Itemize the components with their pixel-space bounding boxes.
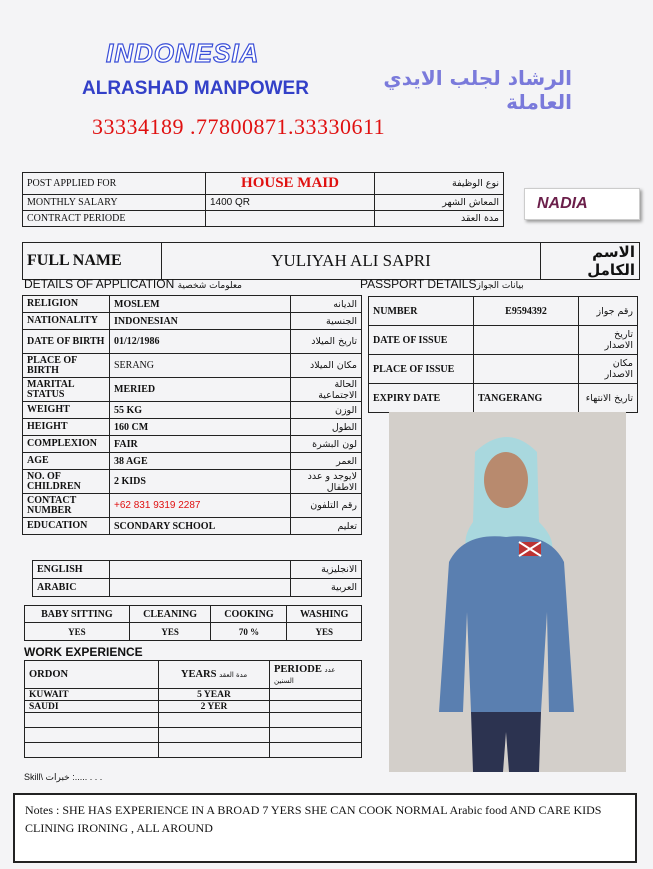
passport-value: E9594392: [474, 297, 579, 326]
skill-value: YES: [25, 623, 130, 641]
details-table: [22, 295, 362, 535]
skill-value: YES: [287, 623, 362, 641]
work-col-periode-ar: عدد السنين: [274, 665, 336, 685]
detail-ar: رقم التلفون: [291, 494, 362, 518]
detail-label: NATIONALITY: [23, 313, 110, 330]
skill-header: BABY SITTING: [25, 606, 130, 623]
detail-ar: الديانه: [291, 296, 362, 313]
contract-label: CONTRACT PERIODE: [23, 211, 206, 227]
passport-ar: تاريخ الاصدار: [579, 326, 638, 355]
work-row: [25, 728, 362, 743]
agency-name-ar: الرشاد لجلب الايدي العاملة: [383, 66, 572, 114]
detail-label: WEIGHT: [23, 402, 110, 419]
work-country: KUWAIT: [25, 689, 159, 701]
passport-heading-en: PASSPORT DETAILS: [360, 277, 477, 291]
passport-row: [369, 326, 638, 355]
passport-ar: تاريخ الانتهاء: [579, 384, 638, 413]
post-value: HOUSE MAID: [206, 173, 375, 195]
detail-ar: تعليم: [291, 518, 362, 535]
detail-value: FAIR: [110, 436, 291, 453]
skill-line: [24, 772, 102, 783]
work-table: [24, 660, 362, 758]
work-col-years-ar: مدة العقد: [219, 671, 248, 679]
skill-line-dots: . . .: [89, 772, 103, 782]
phone-numbers: 33334189 .77800871.33330611: [92, 114, 386, 139]
post-label: POST APPLIED FOR: [23, 173, 206, 195]
detail-value: +62 831 9319 2287: [110, 494, 291, 518]
fullname-value: YULIYAH ALI SAPRI: [162, 243, 541, 280]
detail-value: 01/12/1986: [110, 330, 291, 354]
work-heading: WORK EXPERIENCE: [24, 645, 143, 659]
detail-row: [23, 313, 362, 330]
detail-ar: الطول: [291, 419, 362, 436]
work-row: [25, 713, 362, 728]
detail-value: 160 CM: [110, 419, 291, 436]
contract-ar: مدة العقد: [375, 211, 504, 227]
detail-label: COMPLEXION: [23, 436, 110, 453]
work-row: [25, 701, 362, 713]
language-label: ARABIC: [33, 579, 110, 597]
detail-value: SCONDARY SCHOOL: [110, 518, 291, 535]
detail-label: PLACE OF BIRTH: [23, 354, 110, 378]
agency-name-en: ALRASHAD MANPOWER: [82, 78, 309, 99]
salary-ar: المعاش الشهر: [375, 195, 504, 211]
detail-value: 38 AGE: [110, 453, 291, 470]
skill-header: WASHING: [287, 606, 362, 623]
detail-label: DATE OF BIRTH: [23, 330, 110, 354]
passport-label: NUMBER: [369, 297, 474, 326]
detail-value: SERANG: [110, 354, 291, 378]
skills-table: [24, 605, 362, 641]
notes-box: [13, 793, 637, 863]
language-row: [33, 579, 362, 597]
language-value: [110, 579, 291, 597]
detail-row: [23, 494, 362, 518]
work-years: 2 YER: [159, 701, 270, 713]
detail-label: AGE: [23, 453, 110, 470]
skill-line-ar: خبرات: [45, 773, 70, 783]
detail-ar: الوزن: [291, 402, 362, 419]
language-row: [33, 561, 362, 579]
passport-ar: مكان الاصدار: [579, 355, 638, 384]
language-label: ENGLISH: [33, 561, 110, 579]
passport-row: [369, 297, 638, 326]
detail-ar: لون البشرة: [291, 436, 362, 453]
passport-label: DATE OF ISSUE: [369, 326, 474, 355]
passport-row: [369, 355, 638, 384]
work-country: [25, 728, 159, 743]
detail-value: MERIED: [110, 378, 291, 402]
detail-row: [23, 296, 362, 313]
detail-row: [23, 354, 362, 378]
passport-table: [368, 296, 638, 413]
passport-heading: [360, 277, 524, 291]
detail-ar: تاريخ الميلاد: [291, 330, 362, 354]
passport-label: EXPIRY DATE: [369, 384, 474, 413]
agent-name-box: [524, 188, 640, 220]
language-value: [110, 561, 291, 579]
skill-header: COOKING: [211, 606, 287, 623]
detail-value: 2 KIDS: [110, 470, 291, 494]
contract-value: [206, 211, 375, 227]
work-country: SAUDI: [25, 701, 159, 713]
detail-ar: الجنسية: [291, 313, 362, 330]
applicant-photo-figure: [389, 412, 626, 772]
detail-label: NO. OF CHILDREN: [23, 470, 110, 494]
passport-value: TANGERANG: [474, 384, 579, 413]
passport-value: [474, 326, 579, 355]
detail-label: EDUCATION: [23, 518, 110, 535]
detail-row: [23, 436, 362, 453]
work-country: [25, 743, 159, 758]
language-ar: الانجليزية: [291, 561, 362, 579]
detail-ar: مكان الميلاد: [291, 354, 362, 378]
fullname-ar: الاسم الكامل: [541, 243, 640, 280]
detail-label: HEIGHT: [23, 419, 110, 436]
detail-ar: العمر: [291, 453, 362, 470]
work-col-periode: [270, 661, 362, 689]
skill-line-value: :.....: [72, 772, 88, 782]
notes-text: SHE HAS EXPERIENCE IN A BROAD 7 YERS SHE CAN COOK NORMAL Arabic food AND CARE KIDS CLINING IRONING , ALL AROUND: [25, 803, 602, 835]
detail-value: INDONESIAN: [110, 313, 291, 330]
work-periode: [270, 743, 362, 758]
detail-row: [23, 518, 362, 535]
work-col-years-en: YEARS: [180, 669, 217, 680]
detail-row: [23, 453, 362, 470]
skill-value: YES: [129, 623, 211, 641]
work-col-years: [159, 661, 270, 689]
work-periode: [270, 713, 362, 728]
work-col-periode-en: PERIODE: [274, 663, 322, 675]
details-heading: [24, 277, 242, 291]
notes-label: Notes :: [25, 803, 60, 817]
detail-row: [23, 470, 362, 494]
work-years: [159, 713, 270, 728]
work-periode: [270, 689, 362, 701]
detail-ar: الحالة الاجتماعية: [291, 378, 362, 402]
details-heading-ar: معلومات شخصية: [177, 281, 242, 291]
work-years: [159, 728, 270, 743]
salary-label: MONTHLY SALARY: [23, 195, 206, 211]
language-ar: العربية: [291, 579, 362, 597]
applicant-photo: [389, 412, 626, 772]
detail-row: [23, 330, 362, 354]
skill-header: CLEANING: [129, 606, 211, 623]
detail-value: MOSLEM: [110, 296, 291, 313]
detail-label: CONTACT NUMBER: [23, 494, 110, 518]
fullname-table: [22, 242, 640, 280]
detail-row: [23, 378, 362, 402]
detail-ar: لايوجد و عدد الاطفال: [291, 470, 362, 494]
salary-value: 1400 QR: [206, 195, 375, 211]
work-col-ordon: ORDON: [25, 661, 159, 689]
work-row: [25, 743, 362, 758]
passport-row: [369, 384, 638, 413]
work-row: [25, 689, 362, 701]
work-periode: [270, 701, 362, 713]
passport-label: PLACE OF ISSUE: [369, 355, 474, 384]
passport-value: [474, 355, 579, 384]
languages-table: [32, 560, 362, 597]
post-ar: نوع الوظيفة: [375, 173, 504, 195]
work-years: [159, 743, 270, 758]
country-title: INDONESIA: [106, 38, 260, 68]
detail-value: 55 KG: [110, 402, 291, 419]
passport-ar: رقم جواز: [579, 297, 638, 326]
skill-line-label: Skill\: [24, 772, 44, 782]
details-heading-en: DETAILS OF APPLICATION: [24, 277, 175, 291]
detail-label: RELIGION: [23, 296, 110, 313]
work-country: [25, 713, 159, 728]
work-years: 5 YEAR: [159, 689, 270, 701]
detail-row: [23, 419, 362, 436]
detail-label: MARITAL STATUS: [23, 378, 110, 402]
post-table: [22, 172, 504, 227]
skill-value: 70 %: [211, 623, 287, 641]
agent-name: NADIA: [537, 195, 588, 212]
work-periode: [270, 728, 362, 743]
fullname-label: FULL NAME: [23, 243, 162, 280]
passport-heading-ar: بيانات الجواز: [476, 281, 524, 291]
detail-row: [23, 402, 362, 419]
